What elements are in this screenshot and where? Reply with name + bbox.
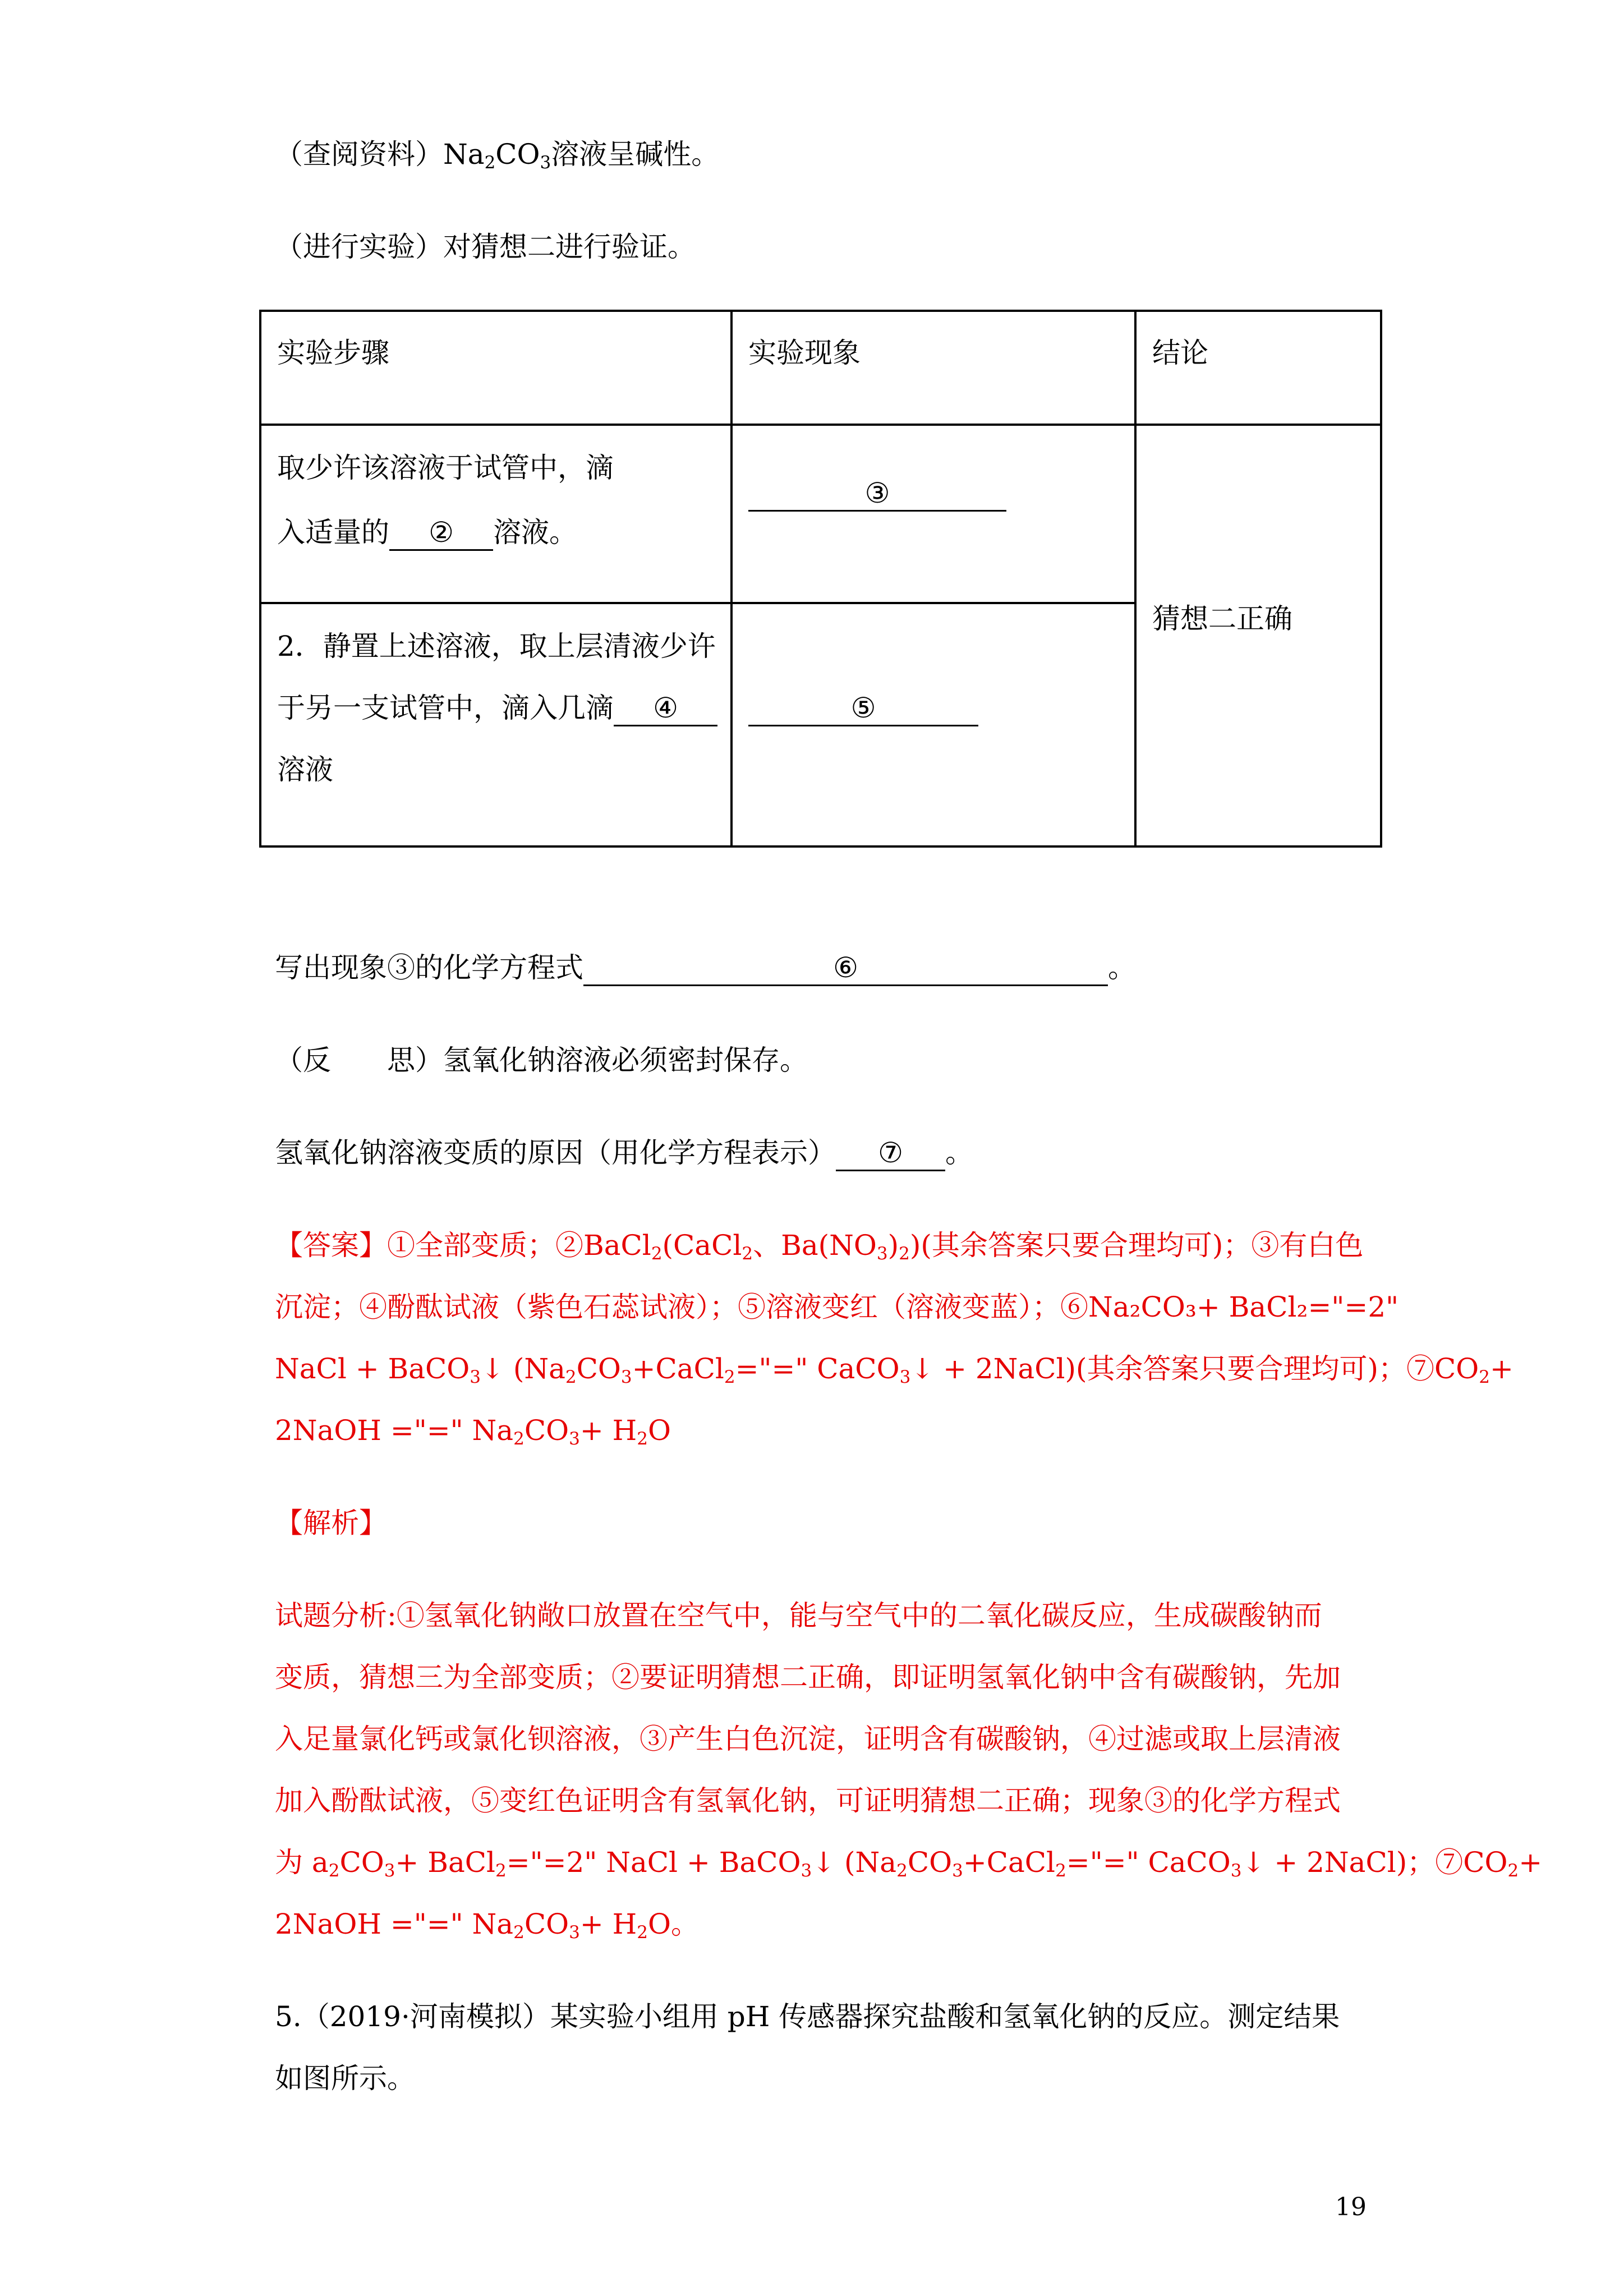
analysis-line-3: 入足量氯化钙或氯化钡溶液，③产生白色沉淀，证明含有碳酸钠，④过滤或取上层清液 [275,1723,1341,1755]
answer-line-1: 【答案】①全部变质；②BaCl$_2$(CaCl$_2$、$Ba(NO_3)_2$)(其余答案只要合理均可)；③有白色 [275,1229,1364,1264]
analysis-line-4: 加入酚酞试液，⑤变红色证明含有氢氧化钠，可证明猜想二正确；现象③的化学方程式 [275,1784,1341,1817]
blank-5[interactable]: ⑤ [748,691,978,726]
blank-7[interactable]: ⑦ [836,1136,945,1171]
analysis-title: 【解析】 [275,1507,387,1539]
phenomenon-1-cell [732,425,1135,603]
deterioration-question: 氢氧化钠溶液变质的原因（用化学方程表示） ⑦ 。 [275,1133,973,1172]
experiment-table [259,310,1382,848]
header-conclusion: 结论 [1135,311,1381,425]
reference-line: （查阅资料）$Na_2CO_3$溶液呈碱性。 [275,138,720,173]
step-2-cell: 2．静置上述溶液，取上层清液少许 于另一支试管中，滴入几滴 ④ 溶液 [260,603,732,846]
answer-line-2: 沉淀；④酚酞试液（紫色石蕊试液）；⑤溶液变红（溶液变蓝）；⑥Na₂CO₃+ BaCl₂="=2" [275,1291,1399,1323]
phenomenon-2-cell [732,603,1135,846]
analysis-line-1: 试题分析:①氢氧化钠敞口放置在空气中，能与空气中的二氧化碳反应，生成碳酸钠而 [275,1599,1322,1632]
experiment-intro: （进行实验）对猜想二进行验证。 [275,231,696,263]
analysis-line-6: 2NaOH ="=" $Na_2CO_3+ H_2O$。 [275,1908,699,1943]
equation-question: 写出现象③的化学方程式 ⑥ 。 [275,948,1136,987]
answer-line-3: NaCl + BaCO$_3$↓ ($Na_2CO_3+CaCl_2="=$" CaCO$_3$↓ + 2NaCl)(其余答案只要合理均可)；$⑦CO_2+$ [275,1352,1513,1387]
blank-4[interactable]: ④ [614,691,717,726]
question-5-line-1: 5.（2019·河南模拟）某实验小组用 pH 传感器探究盐酸和氢氧化钠的反应。测定结果 [275,2000,1340,2033]
question-5-line-2: 如图所示。 [275,2062,415,2095]
reflection-line: （反 思）氢氧化钠溶液必须密封保存。 [275,1044,808,1076]
header-steps: 实验步骤 [260,311,732,425]
conclusion-cell: 猜想二正确 [1135,425,1381,846]
answer-line-4: 2NaOH ="=" $Na_2CO_3+ H_2O$ [275,1414,671,1449]
blank-3[interactable]: ③ [748,476,1006,512]
blank-2[interactable]: ② [389,516,493,551]
page-number: 19 [1335,2193,1367,2221]
step-1-cell: 取少许该溶液于试管中，滴 入适量的 ② 溶液。 [260,425,732,603]
header-phenomenon: 实验现象 [732,311,1135,425]
blank-6[interactable]: ⑥ [583,951,1108,986]
analysis-line-5: 为 $a_2CO_3+$ BaCl$_2$="=2" NaCl + BaCO$_3$↓ ($Na_2CO_3+CaCl_2="=$" CaCO$_3$↓ + 2NaCl)；$⑦CO_2+$ [275,1846,1543,1881]
analysis-line-2: 变质，猜想三为全部变质；②要证明猜想二正确，即证明氢氧化钠中含有碳酸钠，先加 [275,1661,1341,1694]
